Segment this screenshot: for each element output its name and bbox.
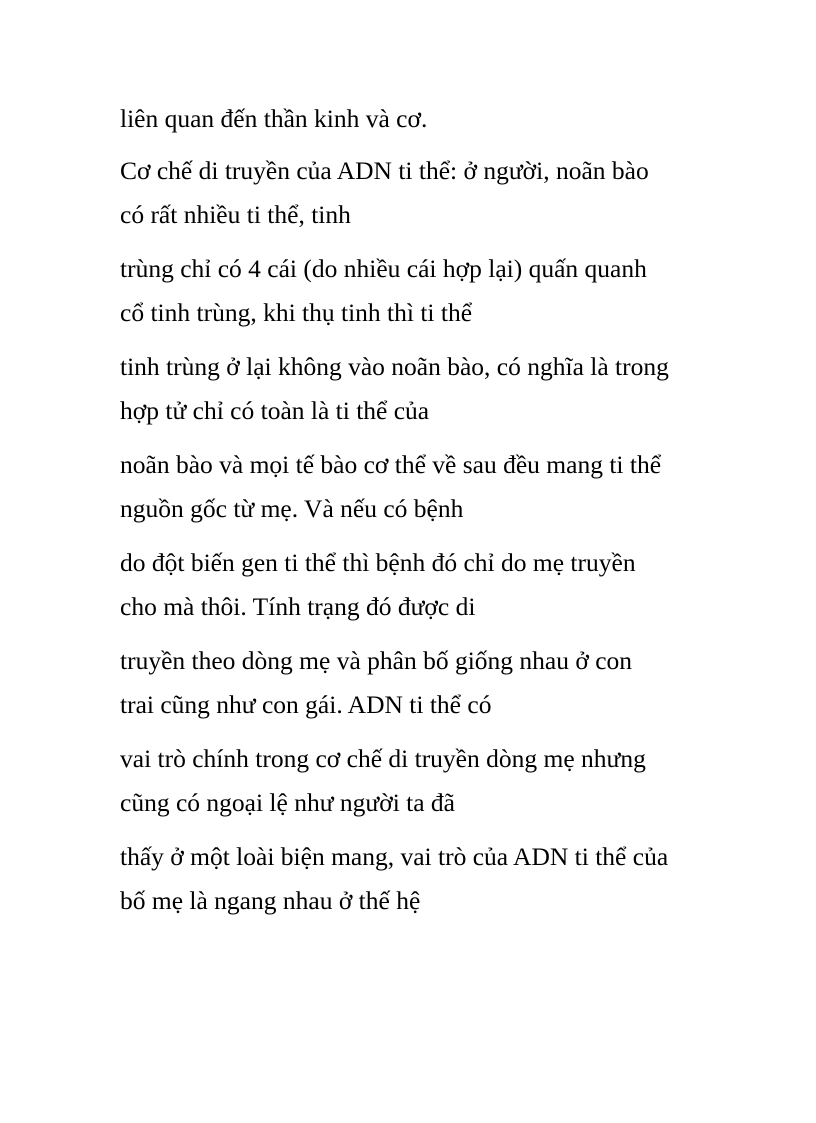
text-line: Cơ chế di truyền của ADN ti thể: ở người, noãn bào: [120, 156, 649, 185]
text-line: có rất nhiều ti thể, tinh: [120, 200, 351, 229]
text-line: nguồn gốc từ mẹ. Và nếu có bệnh: [120, 494, 464, 523]
paragraph: [120, 541, 720, 629]
paragraph: [120, 639, 720, 727]
text-line: trùng chỉ có 4 cái (do nhiều cái hợp lại) quấn quanh: [120, 254, 647, 283]
text-line: hợp tử chỉ có toàn là ti thể của: [120, 396, 430, 425]
text-line: cổ tinh trùng, khi thụ tinh thì ti thể: [120, 298, 473, 327]
paragraph: [120, 835, 720, 923]
text-line: vai trò chính trong cơ chế di truyền dòng mẹ nhưng: [120, 744, 646, 773]
text-line: do đột biến gen ti thể thì bệnh đó chỉ do mẹ truyền: [120, 548, 636, 577]
paragraph: [120, 149, 720, 237]
text-line: bố mẹ là ngang nhau ở thế hệ: [120, 886, 421, 915]
text-line: truyền theo dòng mẹ và phân bố giống nhau ở con: [120, 646, 633, 675]
text-line: thấy ở một loài biện mang, vai trò của ADN ti thể của: [120, 842, 669, 871]
text-line: cũng có ngoại lệ như người ta đã: [120, 788, 455, 817]
text-line: noãn bào và mọi tế bào cơ thể về sau đều mang ti thể: [120, 450, 662, 479]
text-line: liên quan đến thần kinh và cơ.: [120, 104, 428, 133]
text-line: tinh trùng ở lại không vào noãn bào, có nghĩa là trong: [120, 352, 669, 381]
paragraph: [120, 97, 720, 141]
paragraph: [120, 737, 720, 825]
paragraph: [120, 443, 720, 531]
text-line: cho mà thôi. Tính trạng đó được di: [120, 592, 476, 621]
paragraph: [120, 247, 720, 335]
body-text: [120, 97, 720, 923]
paragraph: [120, 345, 720, 433]
text-line: trai cũng như con gái. ADN ti thể có: [120, 690, 492, 719]
